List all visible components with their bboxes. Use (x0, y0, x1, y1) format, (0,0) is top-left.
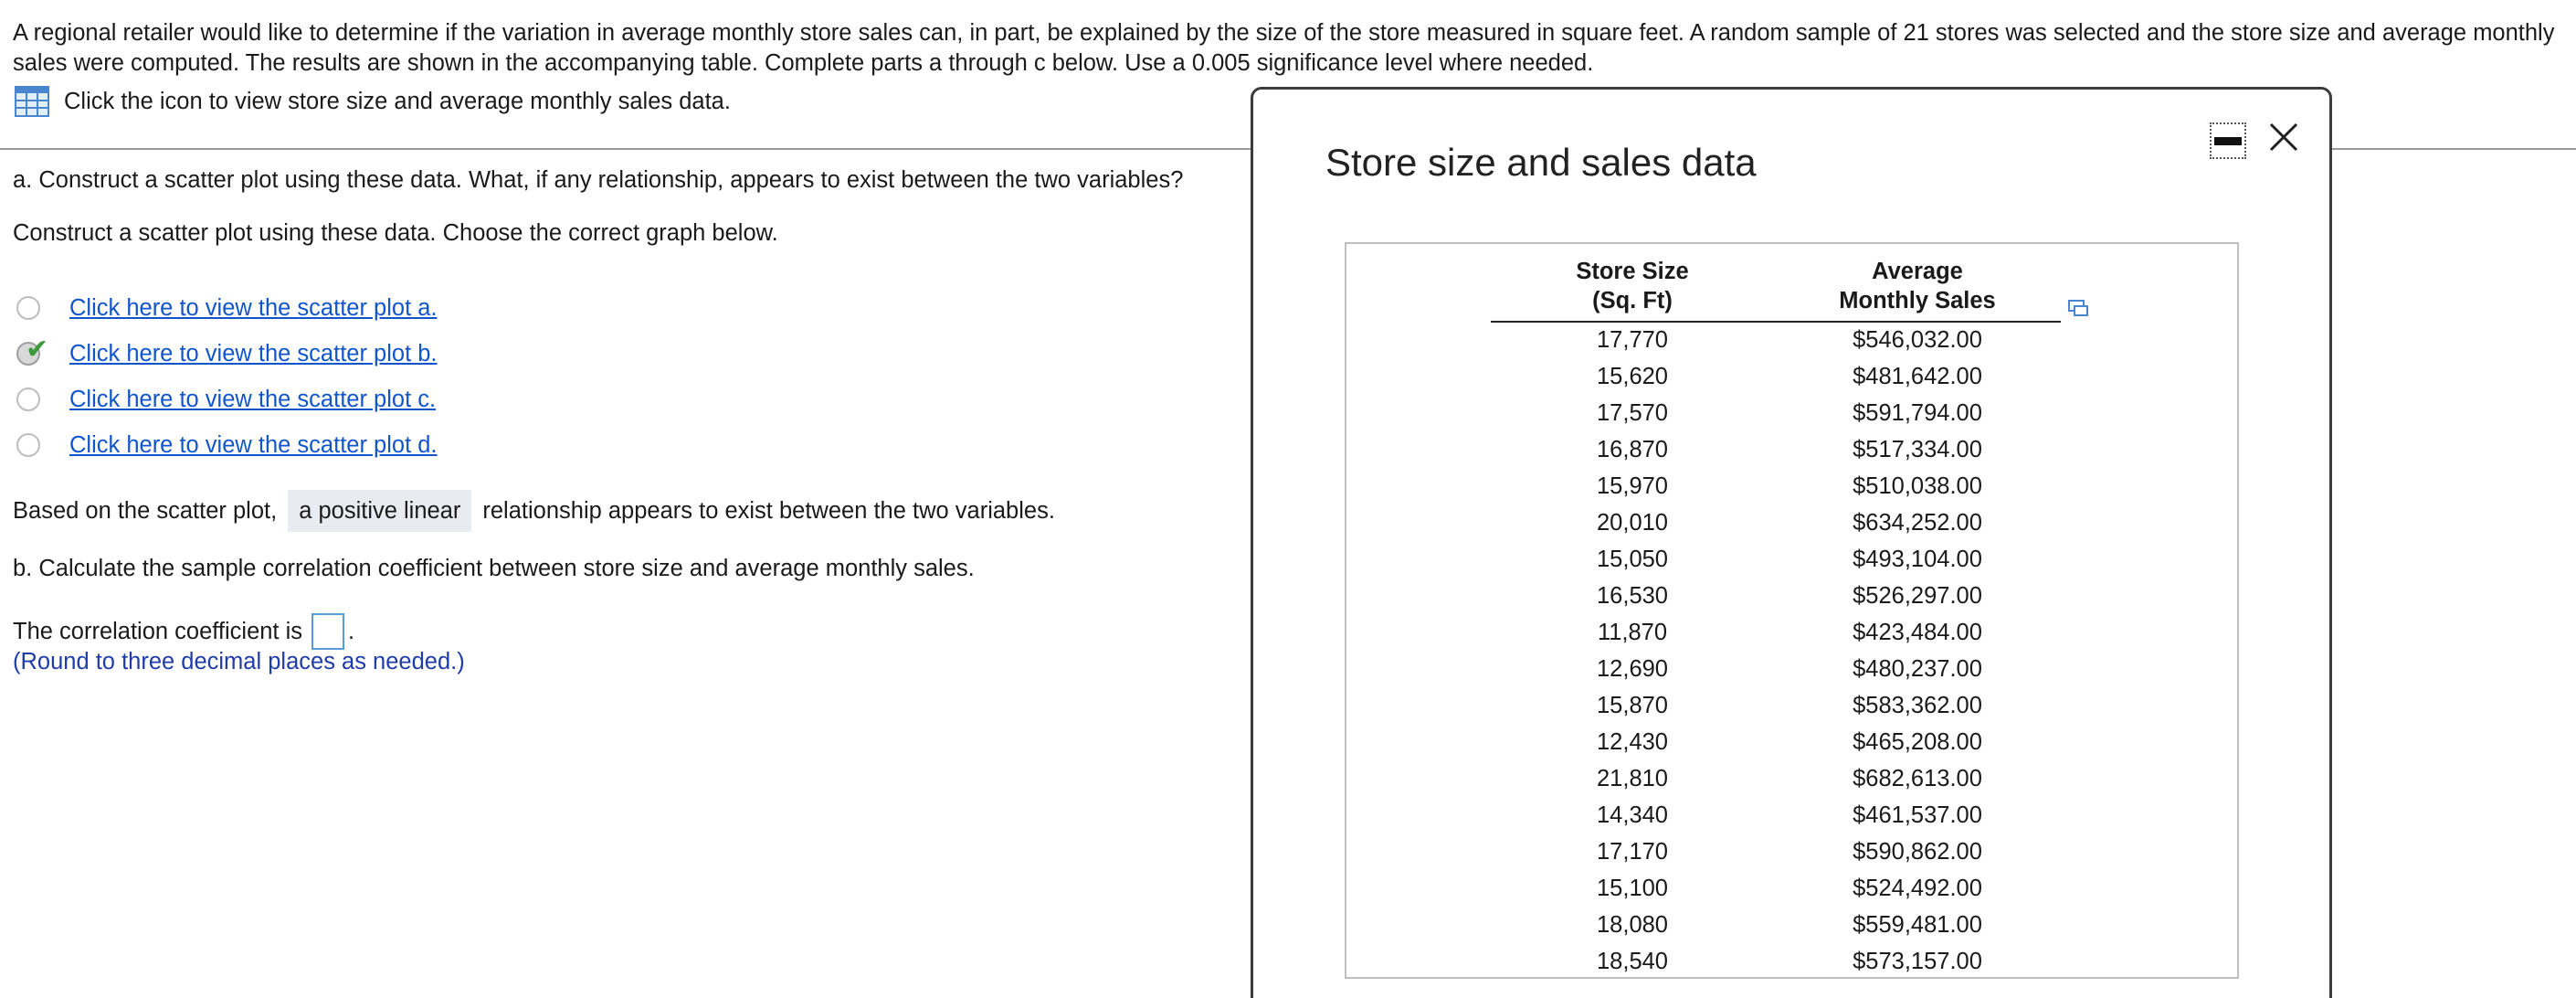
header-store-size-line1: Store Size (1576, 259, 1689, 284)
problem-statement: A regional retailer would like to determine if the variation in average monthly store sales can, in part, be explained by the size of the store measured in square feet. A random sample of 21 stores was selected and the store size and average monthly sales were computed. The results are shown in the accompanying table. Complete parts a through c below. Use a 0.005 significance level where needed. (13, 20, 2555, 76)
header-monthly-sales (1774, 251, 2061, 322)
table-row (1491, 870, 2061, 907)
monthly-sales-cell: $510,038.00 (1853, 472, 1982, 499)
relationship-sentence (13, 490, 1055, 532)
minimize-icon (2214, 137, 2242, 145)
radio-a[interactable] (16, 296, 40, 320)
table-row (1491, 907, 2061, 943)
store-size-cell: 15,970 (1597, 472, 1668, 499)
correlation-input[interactable] (311, 613, 344, 650)
option-b[interactable] (16, 334, 438, 369)
data-link-row[interactable] (15, 85, 731, 118)
store-size-cell: 15,870 (1597, 692, 1668, 718)
store-size-cell: 17,570 (1597, 399, 1668, 426)
header-monthly-sales-line1: Average (1872, 259, 1963, 284)
table-row (1491, 358, 2061, 395)
table-row (1491, 431, 2061, 468)
monthly-sales-cell: $493,104.00 (1853, 546, 1982, 572)
monthly-sales-cell: $524,492.00 (1853, 875, 1982, 901)
table-row (1491, 724, 2061, 760)
data-dialog (1251, 87, 2332, 998)
store-size-cell: 15,050 (1597, 546, 1668, 572)
scatter-plot-a-link[interactable]: Click here to view the scatter plot a. (69, 294, 438, 321)
table-row (1491, 322, 2061, 358)
sentence-after: relationship appears to exist between the two variables. (482, 497, 1055, 524)
monthly-sales-cell: $634,252.00 (1853, 509, 1982, 536)
table-row (1491, 760, 2061, 797)
part-a-question: a. Construct a scatter plot using these data. What, if any relationship, appears to exist between the two variables? (13, 167, 1184, 193)
store-size-cell: 15,100 (1597, 875, 1668, 901)
radio-b[interactable] (16, 334, 49, 366)
store-size-cell: 16,870 (1597, 436, 1668, 462)
monthly-sales-cell: $517,334.00 (1853, 436, 1982, 462)
scatter-plot-c-link[interactable]: Click here to view the scatter plot c. (69, 386, 437, 412)
monthly-sales-cell: $465,208.00 (1853, 728, 1982, 755)
table-row (1491, 833, 2061, 870)
store-size-cell: 17,170 (1597, 838, 1668, 865)
checkmark-icon: ✔ (26, 334, 49, 365)
monthly-sales-cell: $591,794.00 (1853, 399, 1982, 426)
monthly-sales-cell: $480,237.00 (1853, 655, 1982, 682)
monthly-sales-cell: $546,032.00 (1853, 327, 1982, 353)
monthly-sales-cell: $573,157.00 (1853, 948, 1982, 974)
radio-d[interactable] (16, 433, 40, 457)
rounding-note: (Round to three decimal places as needed.) (13, 649, 465, 674)
correlation-prompt: The correlation coefficient is (13, 618, 303, 644)
table-row (1491, 395, 2061, 431)
minimize-button[interactable] (2210, 122, 2246, 159)
table-row (1491, 504, 2061, 541)
store-size-cell: 12,690 (1597, 655, 1668, 682)
monthly-sales-cell: $423,484.00 (1853, 619, 1982, 645)
monthly-sales-cell: $526,297.00 (1853, 582, 1982, 609)
correlation-period: . (348, 618, 355, 644)
data-link-text[interactable]: Click the icon to view store size and average monthly sales data. (64, 88, 731, 114)
store-size-cell: 12,430 (1597, 728, 1668, 755)
correlation-row (13, 613, 354, 650)
option-a[interactable] (16, 292, 438, 324)
sentence-before: Based on the scatter plot, (13, 497, 278, 524)
store-size-cell: 21,810 (1597, 765, 1668, 791)
store-size-cell: 15,620 (1597, 363, 1668, 389)
table-row (1491, 541, 2061, 578)
store-size-cell: 11,870 (1597, 619, 1668, 645)
store-size-cell: 18,540 (1597, 948, 1668, 974)
option-c[interactable] (16, 384, 436, 415)
header-store-size (1491, 251, 1774, 322)
option-d[interactable] (16, 430, 438, 461)
table-row (1491, 943, 2061, 980)
part-b-question: b. Calculate the sample correlation coefficient between store size and average monthly sales. (13, 556, 975, 581)
monthly-sales-cell: $559,481.00 (1853, 911, 1982, 938)
monthly-sales-cell: $461,537.00 (1853, 802, 1982, 828)
table-row (1491, 687, 2061, 724)
store-size-cell: 16,530 (1597, 582, 1668, 609)
table-row (1491, 614, 2061, 651)
store-size-cell: 14,340 (1597, 802, 1668, 828)
monthly-sales-cell: $481,642.00 (1853, 363, 1982, 389)
radio-c[interactable] (16, 388, 40, 411)
data-table-frame (1345, 242, 2239, 979)
table-row (1491, 468, 2061, 504)
store-size-cell: 17,770 (1597, 327, 1668, 353)
header-monthly-sales-line2: Monthly Sales (1839, 288, 1996, 313)
monthly-sales-cell: $682,613.00 (1853, 765, 1982, 791)
table-row (1491, 797, 2061, 833)
copy-icon[interactable] (2067, 299, 2089, 317)
monthly-sales-cell: $583,362.00 (1853, 692, 1982, 718)
header-store-size-line2: (Sq. Ft) (1592, 288, 1673, 313)
table-row (1491, 651, 2061, 687)
store-size-cell: 18,080 (1597, 911, 1668, 938)
store-size-cell: 20,010 (1597, 509, 1668, 536)
close-icon[interactable] (2265, 119, 2302, 155)
grid-icon[interactable] (15, 86, 49, 117)
data-table (1491, 251, 2061, 980)
monthly-sales-cell: $590,862.00 (1853, 838, 1982, 865)
dialog-title: Store size and sales data (1325, 141, 1757, 184)
relationship-answer[interactable]: a positive linear (288, 490, 471, 532)
scatter-plot-d-link[interactable]: Click here to view the scatter plot d. (69, 431, 438, 458)
table-row (1491, 578, 2061, 614)
scatter-plot-b-link[interactable]: Click here to view the scatter plot b. (69, 340, 438, 366)
part-a-instruction: Construct a scatter plot using these data. Choose the correct graph below. (13, 220, 778, 246)
